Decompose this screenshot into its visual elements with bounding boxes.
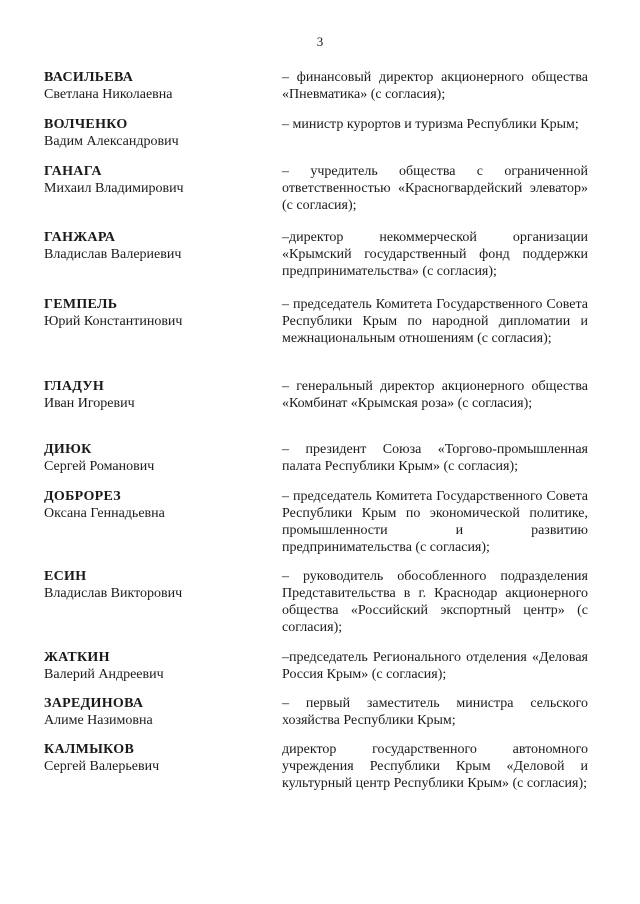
- member-given-names: Светлана Николаевна: [44, 87, 173, 102]
- member-role: – генеральный директор акционерного общества «Комбинат «Крымская роза» (с согласия);: [282, 379, 588, 411]
- member-name: [44, 296, 269, 330]
- member-surname: ВАСИЛЬЕВА: [44, 70, 134, 85]
- member-given-names: Сергей Валерьевич: [44, 759, 160, 774]
- member-surname: ЗАРЕДИНОВА: [44, 696, 144, 711]
- member-role: – министр курортов и туризма Республики Крым;: [282, 117, 579, 132]
- member-name: [44, 695, 269, 729]
- member-name: [44, 163, 269, 197]
- member-given-names: Михаил Владимирович: [44, 181, 184, 196]
- member-role: директор государственного автономного учреждения Республики Крым «Деловой и культурный центр Республики Крым» (с согласия);: [282, 742, 588, 791]
- member-given-names: Сергей Романович: [44, 459, 155, 474]
- member-name: [44, 69, 269, 103]
- member-name: [44, 649, 269, 683]
- member-role: –директор некоммерческой организации «Крымский государственный фонд поддержки предпринимательства» (с согласия);: [282, 230, 588, 279]
- member-surname: ГАНЖАРА: [44, 230, 116, 245]
- member-surname: ГЛАДУН: [44, 379, 105, 394]
- member-surname: ДОБРОРЕЗ: [44, 489, 121, 504]
- member-name: [44, 378, 269, 412]
- member-given-names: Алиме Назимовна: [44, 713, 153, 728]
- member-surname: ЖАТКИН: [44, 650, 110, 665]
- member-role: – председатель Комитета Государственного Совета Республики Крым по экономической политике, промышленности и развитию предпринимательства (с согласия);: [282, 489, 588, 555]
- member-role: – первый заместитель министра сельского хозяйства Республики Крым;: [282, 696, 588, 728]
- member-given-names: Иван Игоревич: [44, 396, 135, 411]
- member-role: – финансовый директор акционерного общества «Пневматика» (с согласия);: [282, 70, 588, 102]
- member-name: [44, 229, 269, 263]
- member-name: [44, 116, 269, 150]
- member-surname: ДИЮК: [44, 442, 92, 457]
- member-given-names: Оксана Геннадьевна: [44, 506, 165, 521]
- member-role: – президент Союза «Торгово-промышленная палата Республики Крым» (с согласия);: [282, 442, 588, 474]
- member-surname: КАЛМЫКОВ: [44, 742, 135, 757]
- member-given-names: Владислав Валериевич: [44, 247, 182, 262]
- member-name: [44, 568, 269, 602]
- member-name: [44, 488, 269, 522]
- member-name: [44, 741, 269, 775]
- member-given-names: Валерий Андреевич: [44, 667, 164, 682]
- page-number: 3: [316, 34, 324, 49]
- member-surname: ГАНАГА: [44, 164, 102, 179]
- member-role: – руководитель обособленного подразделения Представительства в г. Краснодар акционерного общества «Российский экспортный центр» (с согласия);: [282, 569, 588, 635]
- member-given-names: Юрий Константинович: [44, 314, 183, 329]
- member-given-names: Владислав Викторович: [44, 586, 183, 601]
- member-name: [44, 441, 269, 475]
- member-surname: ВОЛЧЕНКО: [44, 117, 128, 132]
- member-role: – учредитель общества с ограниченной ответственностью «Красногвардейский элеватор» (с согласия);: [282, 164, 588, 213]
- member-surname: ГЕМПЕЛЬ: [44, 297, 118, 312]
- member-role: – председатель Комитета Государственного Совета Республики Крым по народной дипломатии и межнациональным отношениям (с согласия);: [282, 297, 588, 346]
- member-role: –председатель Регионального отделения «Деловая Россия Крым» (с согласия);: [282, 650, 588, 682]
- member-given-names: Вадим Александрович: [44, 134, 179, 149]
- member-surname: ЕСИН: [44, 569, 87, 584]
